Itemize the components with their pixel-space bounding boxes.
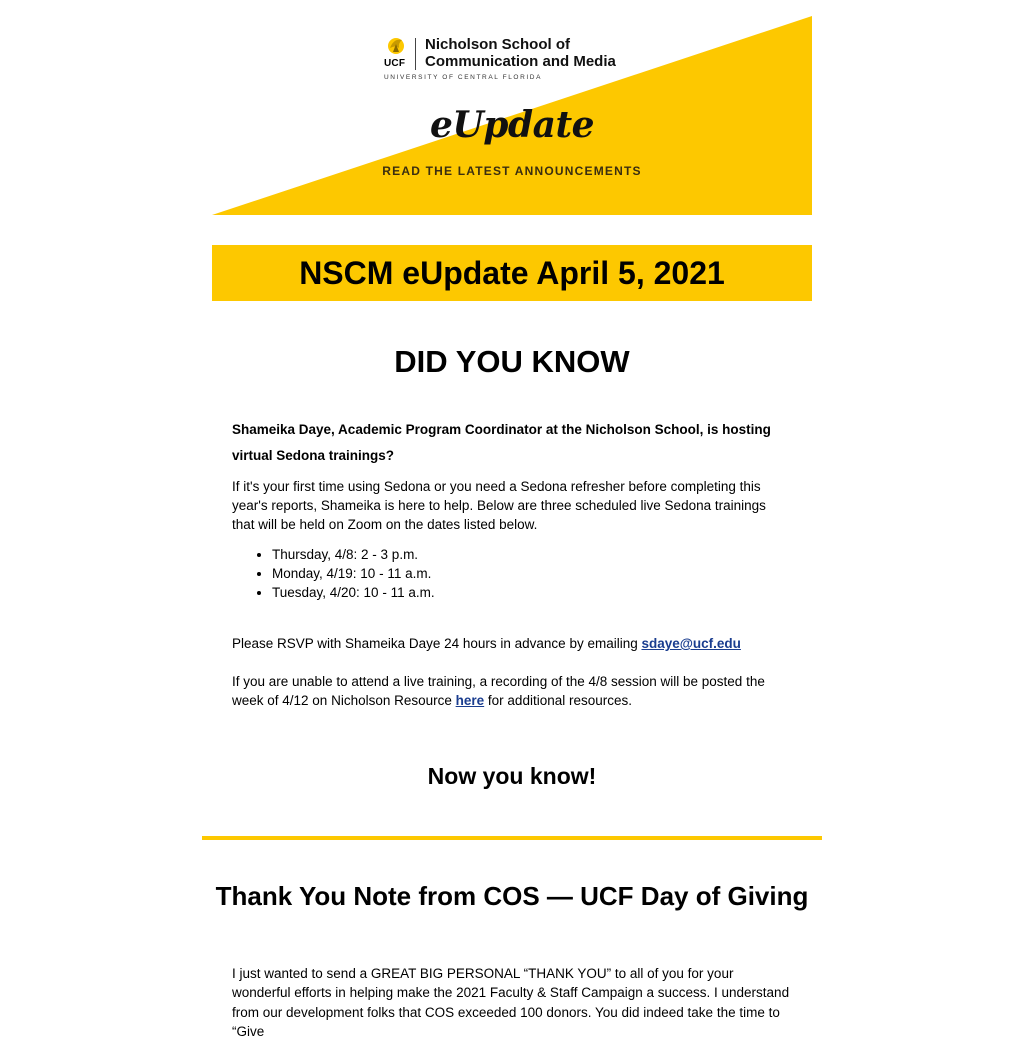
list-item: • Tuesday, 4/20: 10 - 11 a.m. bbox=[272, 583, 792, 602]
logo-divider bbox=[415, 38, 416, 70]
header-banner bbox=[212, 16, 812, 215]
sedona-paragraph: If it's your first time using Sedona or you need a Sedona refresher before completing this year's reports, Shameika is here to help. Below are three scheduled live Sedona trainings that will be held on Zoom on the dates listed below. bbox=[232, 479, 766, 532]
header-tagline: READ THE LATEST ANNOUNCEMENTS bbox=[382, 164, 642, 178]
section-divider bbox=[202, 836, 822, 840]
training-sessions-list bbox=[232, 545, 792, 602]
logo-ucf-text: UCF bbox=[384, 58, 406, 69]
did-you-know-intro: Shameika Daye, Academic Program Coordinator at the Nicholson School, is hosting virtual Sedona trainings? bbox=[232, 422, 771, 463]
date-title-bar bbox=[212, 245, 812, 301]
rsvp-text: Please RSVP with Shameika Daye 24 hours in advance by emailing bbox=[232, 636, 642, 651]
did-you-know-heading: DID YOU KNOW bbox=[394, 344, 630, 379]
recording-text-before: If you are unable to attend a live training, a recording of the 4/8 session will be posted the week of 4/12 on Nicholson Resource bbox=[232, 674, 765, 708]
logo-line-2: Communication and Media bbox=[425, 53, 616, 70]
recording-paragraph bbox=[232, 672, 792, 710]
nicholson-resource-link[interactable]: here bbox=[455, 693, 485, 708]
eupdate-title: eUpdate bbox=[429, 104, 594, 146]
recording-text-after: for additional resources. bbox=[484, 693, 632, 708]
list-item: • Thursday, 4/8: 2 - 3 p.m. bbox=[272, 545, 792, 564]
nscm-logo bbox=[384, 34, 654, 86]
list-item: • Monday, 4/19: 10 - 11 a.m. bbox=[272, 564, 792, 583]
rsvp-email-link[interactable]: sdaye@ucf.edu bbox=[641, 636, 741, 651]
date-title: NSCM eUpdate April 5, 2021 bbox=[299, 254, 725, 291]
logo-subtitle: UNIVERSITY OF CENTRAL FLORIDA bbox=[384, 74, 543, 81]
thank-you-heading: Thank You Note from COS — UCF Day of Giving bbox=[215, 881, 809, 911]
logo-line-1: Nicholson School of bbox=[425, 36, 570, 53]
now-you-know-text: Now you know! bbox=[427, 763, 597, 789]
thank-you-body: I just wanted to send a GREAT BIG PERSONAL “THANK YOU” to all of you for your wonderful efforts in helping make the 2021 Faculty & Staff Campaign a success. I understand from our development folks that COS exceeded 100 donors. You did indeed take the time to “Give bbox=[232, 966, 790, 1039]
rsvp-paragraph bbox=[232, 634, 792, 653]
